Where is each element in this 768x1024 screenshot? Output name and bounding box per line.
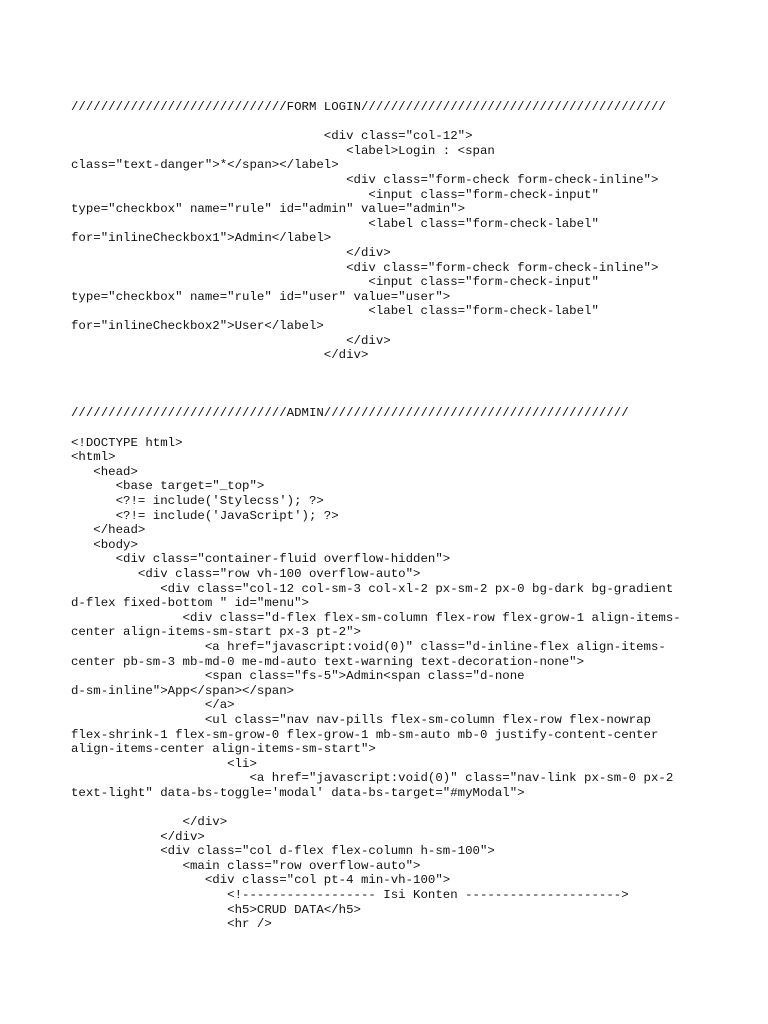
code-line: center pb-sm-3 mb-md-0 me-md-auto text-warning text-decoration-none"> xyxy=(71,654,585,669)
code-line: <li> xyxy=(71,756,257,771)
code-line: <h5>CRUD DATA</h5> xyxy=(71,902,361,917)
code-line: </head> xyxy=(71,523,146,538)
code-line: <label>Login : <span xyxy=(71,143,495,158)
code-line: <html> xyxy=(71,450,116,465)
code-line: <div class="col d-flex flex-column h-sm-100"> xyxy=(71,844,495,859)
code-line: type="checkbox" name="rule" id="user" value="user"> xyxy=(71,289,451,304)
code-line: </div> xyxy=(71,348,369,363)
code-line: <a href="javascript:void(0)" class="nav-link px-sm-0 px-2 xyxy=(71,771,674,786)
code-line: <a href="javascript:void(0)" class="d-inline-flex align-items- xyxy=(71,639,666,654)
code-line: align-items-center align-items-sm-start"> xyxy=(71,742,376,757)
code-line: d-flex fixed-bottom " id="menu"> xyxy=(71,596,309,611)
code-line: <head> xyxy=(71,464,138,479)
code-line: </div> xyxy=(71,245,391,260)
code-line: <main class="row overflow-auto"> xyxy=(71,858,421,873)
code-line: </div> xyxy=(71,815,228,830)
code-line xyxy=(71,115,711,130)
code-line: <div class="container-fluid overflow-hidden"> xyxy=(71,552,451,567)
code-line xyxy=(71,392,711,407)
code-line: flex-shrink-1 flex-sm-grow-0 flex-grow-1 mb-sm-auto mb-0 justify-content-center xyxy=(71,727,659,742)
code-line xyxy=(71,801,711,816)
code-line: <?!= include('Stylecss'); ?> xyxy=(71,494,324,509)
code-line: center align-items-sm-start px-3 pt-2"> xyxy=(71,625,361,640)
code-line: <label class="form-check-label" xyxy=(71,216,599,231)
code-line: <div class="col-12"> xyxy=(71,129,473,144)
code-line: text-light" data-bs-toggle='modal' data-bs-target="#myModal"> xyxy=(71,785,525,800)
code-line xyxy=(71,363,711,378)
code-line: <div class="d-flex flex-sm-column flex-row flex-grow-1 align-items- xyxy=(71,610,681,625)
code-line: for="inlineCheckbox2">User</label> xyxy=(71,318,324,333)
code-line: </div> xyxy=(71,333,391,348)
code-line: /////////////////////////////ADMIN///////////////////////////////////////// xyxy=(71,406,629,421)
code-line: <hr /> xyxy=(71,917,272,932)
code-line: type="checkbox" name="rule" id="admin" value="admin"> xyxy=(71,202,466,217)
code-line xyxy=(71,421,711,436)
code-line: <?!= include('JavaScript'); ?> xyxy=(71,508,339,523)
code-line: <input class="form-check-input" xyxy=(71,275,599,290)
code-line: <div class="form-check form-check-inline"> xyxy=(71,260,659,275)
code-line: <body> xyxy=(71,537,138,552)
code-line: <div class="row vh-100 overflow-auto"> xyxy=(71,567,421,581)
code-line: </a> xyxy=(71,698,235,713)
code-line: <div class="col pt-4 min-vh-100"> xyxy=(71,873,451,888)
code-line: <span class="fs-5">Admin<span class="d-none xyxy=(71,669,525,684)
code-line: <!DOCTYPE html> xyxy=(71,435,183,450)
code-text-block xyxy=(71,100,711,932)
code-line: d-sm-inline">App</span></span> xyxy=(71,683,295,698)
code-line: </div> xyxy=(71,829,205,844)
code-line: <div class="col-12 col-sm-3 col-xl-2 px-sm-2 px-0 bg-dark bg-gradient xyxy=(71,581,674,596)
code-line: for="inlineCheckbox1">Admin</label> xyxy=(71,231,332,246)
code-line: /////////////////////////////FORM LOGIN///////////////////////////////////////// xyxy=(71,100,666,114)
code-line: <input class="form-check-input" xyxy=(71,187,599,202)
code-line xyxy=(71,377,711,392)
code-line: <div class="form-check form-check-inline"> xyxy=(71,172,659,187)
code-line: <ul class="nav nav-pills flex-sm-column flex-row flex-nowrap xyxy=(71,712,651,727)
code-line: <label class="form-check-label" xyxy=(71,304,599,319)
code-line: <base target="_top"> xyxy=(71,479,265,494)
code-line: class="text-danger">*</span></label> xyxy=(71,158,339,173)
code-line: <!------------------ Isi Konten ---------------------> xyxy=(71,888,629,903)
